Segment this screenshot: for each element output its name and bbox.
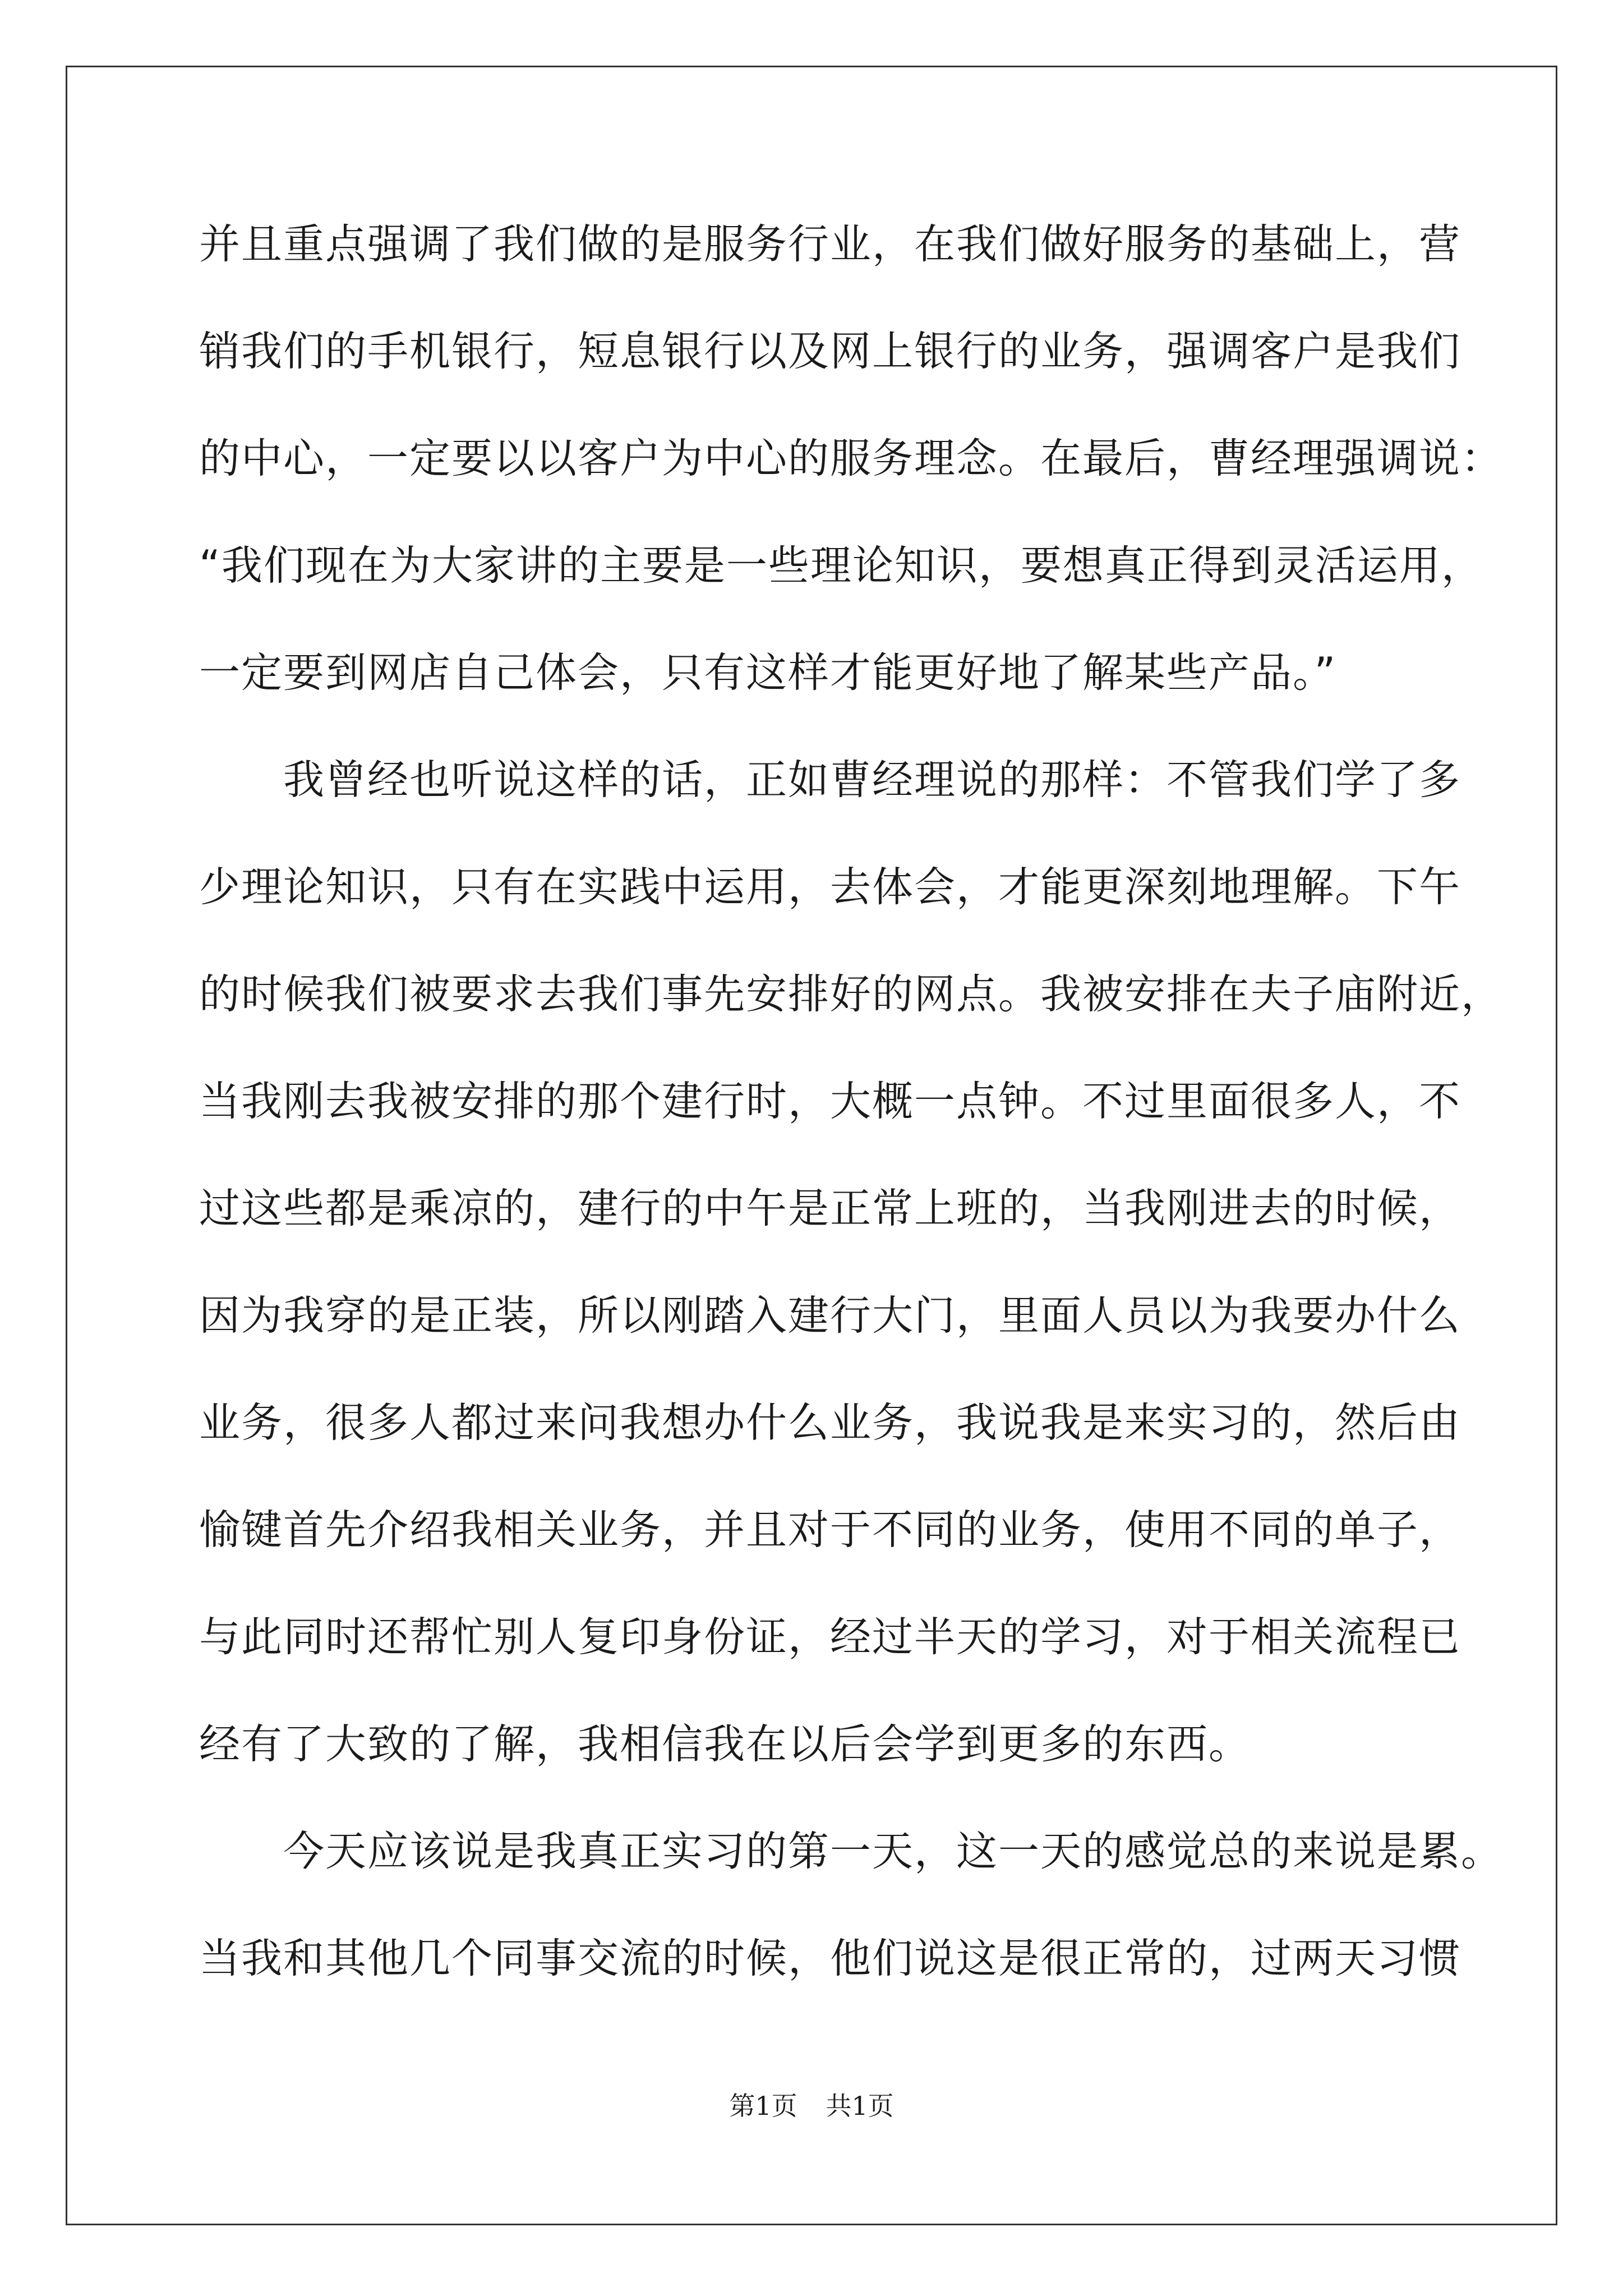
text-line: “我们现在为大家讲的主要是一些理论知识，要想真正得到灵活运用， [199,542,1483,590]
text-line: 并且重点强调了我们做的是服务行业，在我们做好服务的基础上，营 [199,220,1461,268]
text-line: 销我们的手机银行，短息银行以及网上银行的业务，强调客户是我们 [199,328,1461,375]
text-line: 的中心，一定要以以客户为中心的服务理念。在最后，曹经理强调说： [199,435,1503,482]
text-line: 经有了大致的了解，我相信我在以后会学到更多的东西。 [199,1720,1251,1768]
text-line: 过这些都是乘凉的，建行的中午是正常上班的，当我刚进去的时候， [199,1185,1461,1232]
text-line: 业务，很多人都过来问我想办什么业务，我说我是来实习的，然后由 [199,1399,1461,1447]
text-line: 的时候我们被要求去我们事先安排好的网点。我被安排在夫子庙附近， [199,970,1503,1018]
page-total: 共1页 [826,2091,894,2121]
text-line: 愉键首先介绍我相关业务，并且对于不同的业务，使用不同的单子， [199,1506,1461,1554]
text-line: 我曾经也听说这样的话，正如曹经理说的那样：不管我们学了多 [199,756,1461,804]
document-body [199,191,1503,2012]
text-line: 少理论知识，只有在实践中运用，去体会，才能更深刻地理解。下午 [199,863,1461,911]
text-line: 与此同时还帮忙别人复印身份证，经过半天的学习，对于相关流程已 [199,1613,1461,1661]
text-line: 一定要到网店自己体会，只有这样才能更好地了解某些产品。” [199,649,1337,697]
page-number: 第1页 [729,2091,797,2121]
text-line: 因为我穿的是正装，所以刚踏入建行大门，里面人员以为我要办什么 [199,1292,1461,1340]
text-line: 当我刚去我被安排的那个建行时，大概一点钟。不过里面很多人，不 [199,1078,1461,1125]
page-footer [0,2086,1623,2123]
text-line: 今天应该说是我真正实习的第一天，这一天的感觉总的来说是累。 [199,1828,1503,1875]
text-line: 当我和其他几个同事交流的时候，他们说这是很正常的，过两天习惯 [199,1935,1461,1982]
